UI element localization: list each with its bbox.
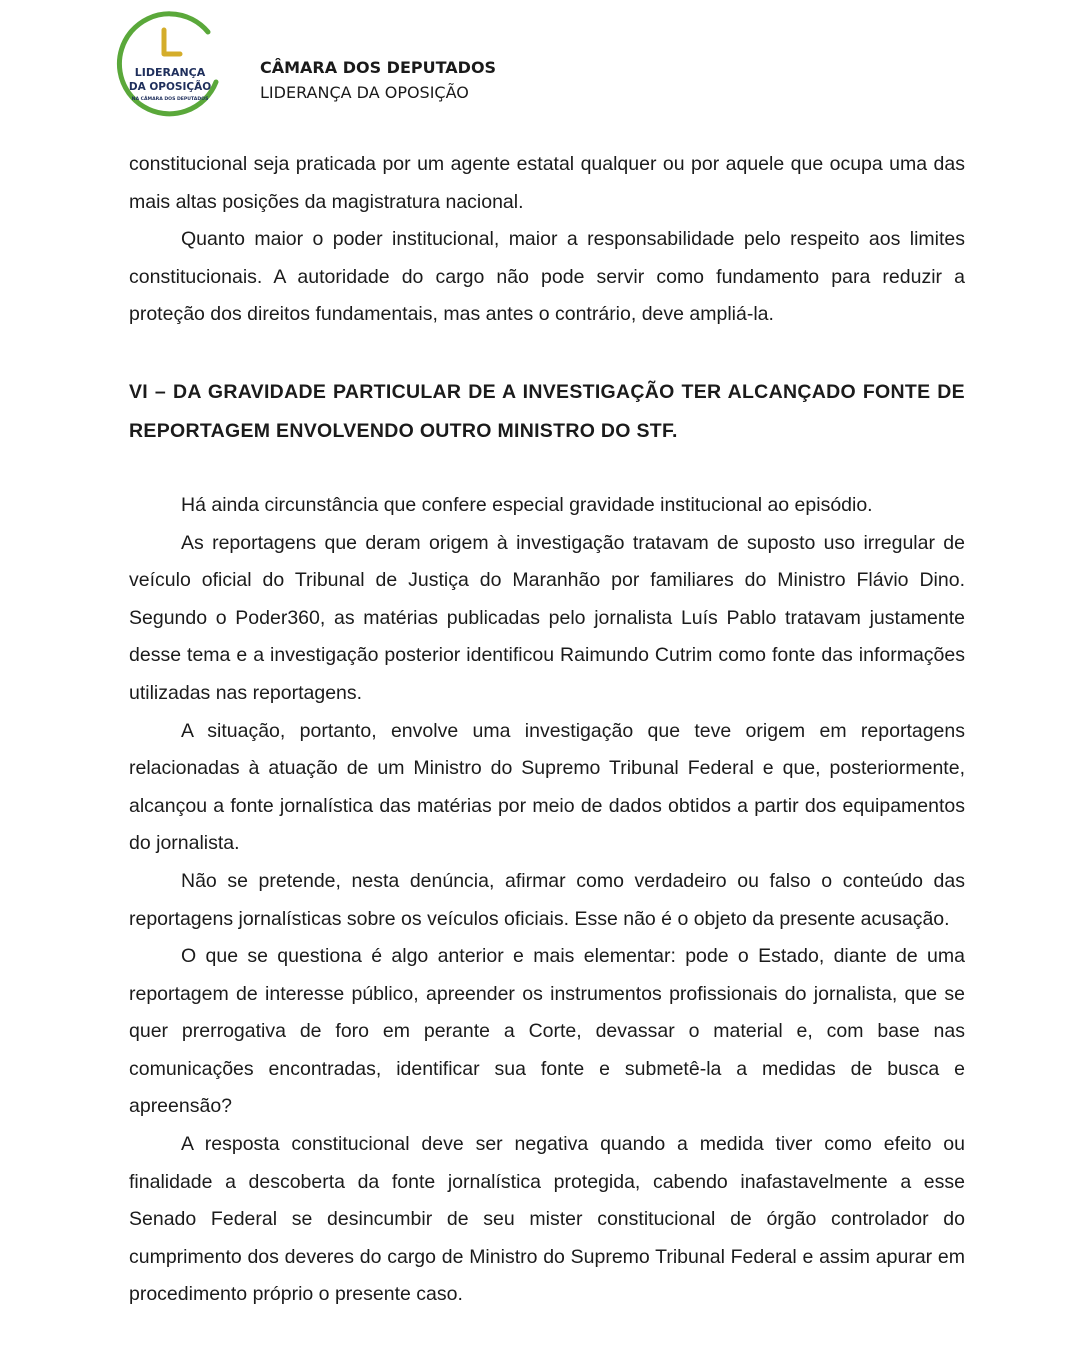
liderança-oposicao-logo: [116, 10, 224, 122]
paragraph: Não se pretende, nesta denúncia, afirmar como verdadeiro ou falso o conteúdo das reportagens jornalísticas sobre os veículos oficiais. Esse não é o objeto da presente acusação.: [129, 869, 965, 930]
logo-line3: NA CÂMARA DOS DEPUTADOS: [131, 97, 209, 102]
document-body: [129, 146, 965, 1314]
paragraph: O que se questiona é algo anterior e mais elementar: pode o Estado, diante de uma reportagem de interesse público, apreender os instrumentos profissionais do jornalista, que se quer prerrogativa de foro em perante a Corte, devassar o material e, com base nas comunicações encontradas, identificar sua fonte e submetê-la a medidas de busca e apreensão?: [129, 945, 965, 1118]
logo-line2: DA OPOSIÇÃO: [128, 81, 212, 93]
logo-line1: LIDERANÇA: [134, 66, 206, 79]
header-org: CÂMARA DOS DEPUTADOS: [260, 58, 497, 77]
section-heading: VI – DA GRAVIDADE PARTICULAR DE A INVESTIGAÇÃO TER ALCANÇADO FONTE DE REPORTAGEM ENVOLVENDO OUTRO MINISTRO DO STF.: [129, 380, 965, 442]
paragraph-continuation: constitucional seja praticada por um agente estatal qualquer ou por aquele que ocupa uma das mais altas posições da magistratura nacional.: [129, 153, 965, 213]
paragraph: A situação, portanto, envolve uma investigação que teve origem em reportagens relacionadas à atuação de um Ministro do Supremo Tribunal Federal e que, posteriormente, alcançou a fonte jornalística das matérias por meio de dados obtidos a partir dos equipamentos do jornalista.: [129, 719, 965, 855]
paragraph: Quanto maior o poder institucional, maior a responsabilidade pelo respeito aos limites constitucionais. A autoridade do cargo não pode servir como fundamento para reduzir a proteção dos direitos fundamentais, mas antes o contrário, deve ampliá-la.: [129, 228, 965, 326]
paragraph: A resposta constitucional deve ser negativa quando a medida tiver como efeito ou finalidade a descoberta da fonte jornalística protegida, cabendo inafastavelmente a esse Senado Federal se desincumbir de seu mister constitucional de órgão controlador do cumprimento dos deveres do cargo de Ministro do Supremo Tribunal Federal e assim apurar em procedimento próprio o presente caso.: [129, 1133, 965, 1306]
document-header: [260, 55, 496, 105]
paragraph: Há ainda circunstância que confere especial gravidade institucional ao episódio.: [181, 493, 873, 516]
paragraph: As reportagens que deram origem à investigação tratavam de suposto uso irregular de veículo oficial do Tribunal de Justiça do Maranhão por familiares do Ministro Flávio Dino. Segundo o Poder360, as matérias publicadas pelo jornalista Luís Pablo tratavam justamente desse tema e a investigação posterior identificou Raimundo Cutrim como fonte das informações utilizadas nas reportagens.: [129, 531, 965, 704]
header-suborg: LIDERANÇA DA OPOSIÇÃO: [260, 83, 469, 102]
